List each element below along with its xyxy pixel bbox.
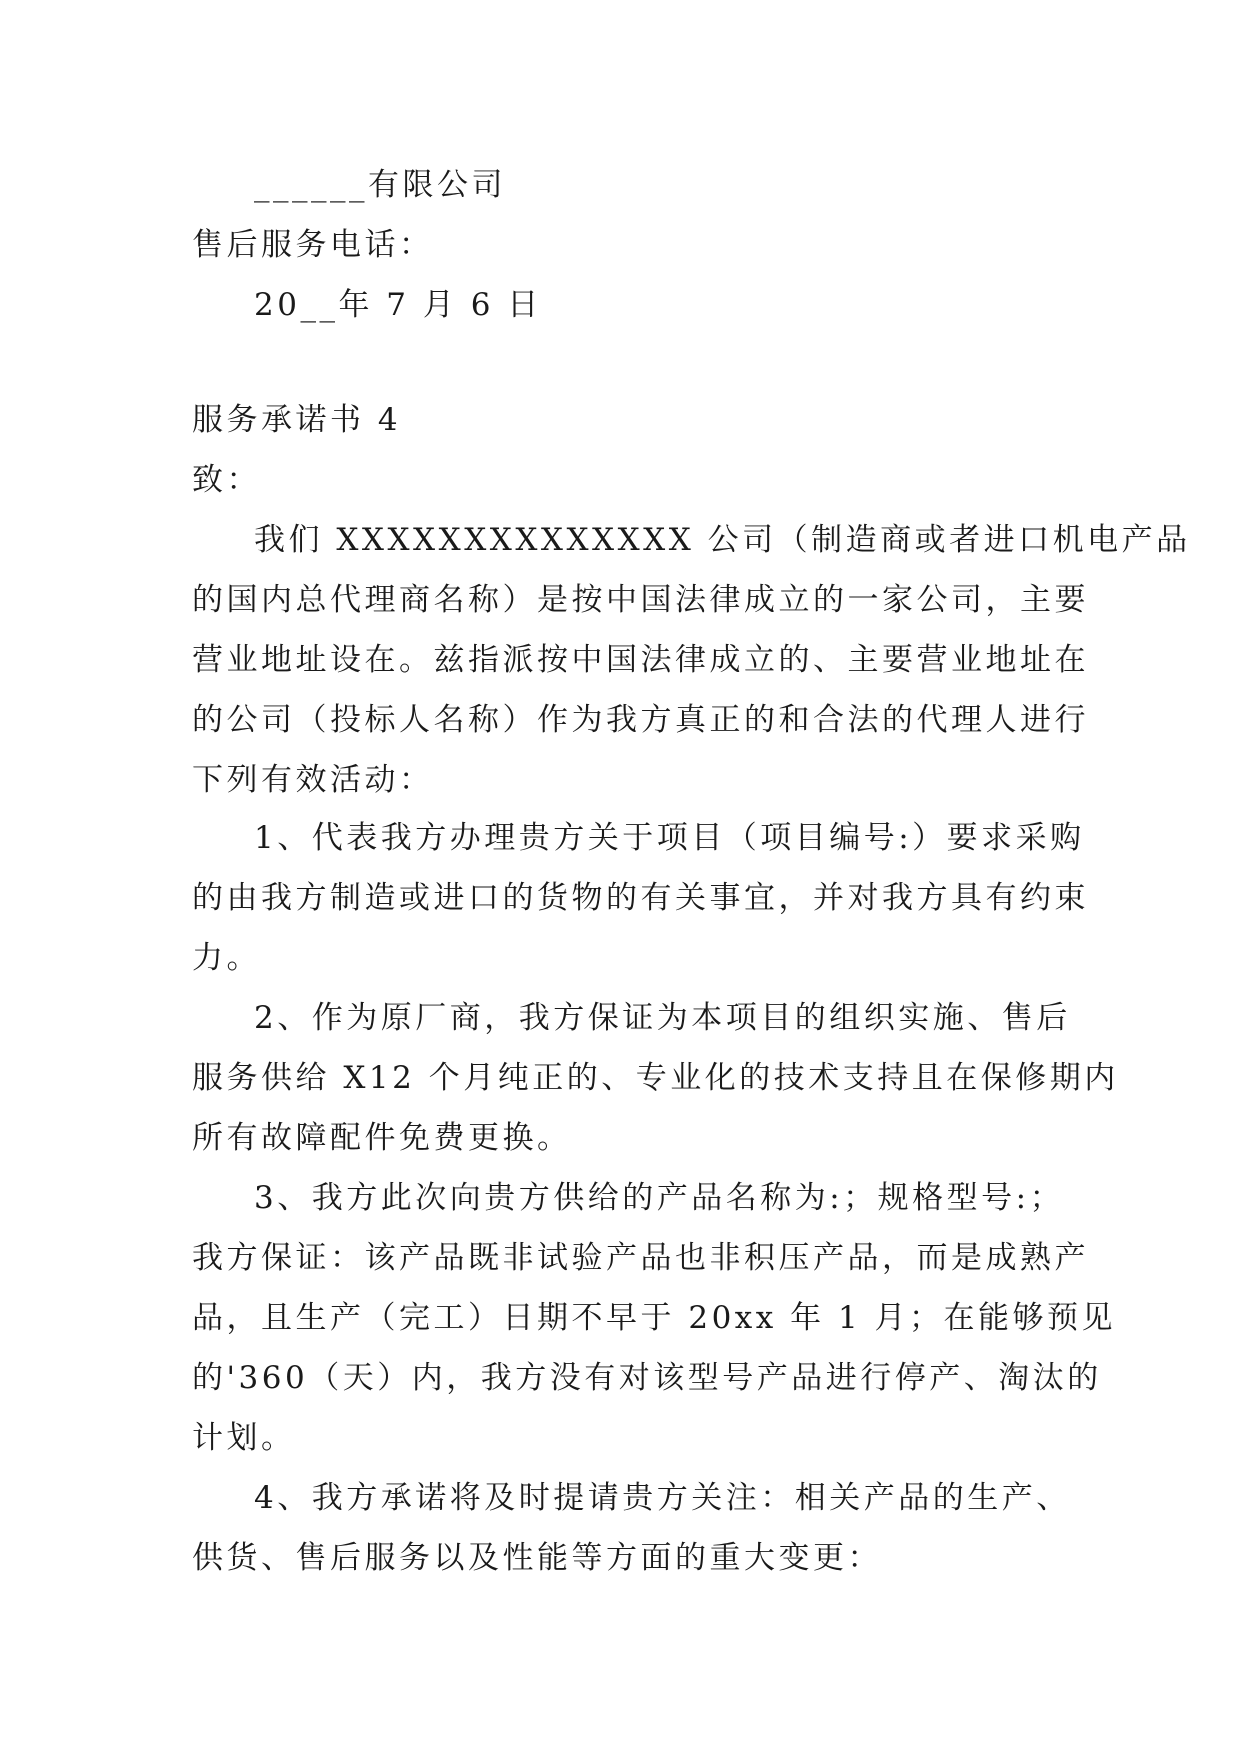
paragraph-line: 我们 XXXXXXXXXXXXXX 公司（制造商或者进口机电产品 <box>254 522 1191 558</box>
item-line: 的由我方制造或进口的货物的有关事宜，并对我方具有约束 <box>192 880 1089 916</box>
item-line: 1、代表我方办理贵方关于项目（项目编号:）要求采购 <box>254 820 1085 856</box>
signature-date: 20__年 7 月 6 日 <box>254 287 542 323</box>
section-title: 服务承诺书 4 <box>192 402 402 438</box>
item-line: 的'360（天）内，我方没有对该型号产品进行停产、淘汰的 <box>192 1360 1102 1396</box>
item-line: 3、我方此次向贵方供给的产品名称为:；规格型号:； <box>254 1180 1065 1216</box>
item-line: 服务供给 X12 个月纯正的、专业化的技术支持且在保修期内 <box>192 1060 1119 1096</box>
paragraph-line: 营业地址设在。兹指派按中国法律成立的、主要营业地址在 <box>192 642 1089 678</box>
paragraph-line: 下列有效活动： <box>192 762 434 798</box>
paragraph-line: 的国内总代理商名称）是按中国法律成立的一家公司，主要 <box>192 582 1089 618</box>
item-line: 品，且生产（完工）日期不早于 20xx 年 1 月；在能够预见 <box>192 1300 1117 1336</box>
item-line: 4、我方承诺将及时提请贵方关注：相关产品的生产、 <box>254 1480 1071 1516</box>
item-line: 供货、售后服务以及性能等方面的重大变更： <box>192 1540 882 1576</box>
salutation: 致： <box>192 462 261 498</box>
item-line: 力。 <box>192 940 261 976</box>
company-name-line: ______有限公司 <box>254 167 506 203</box>
paragraph-line: 的公司（投标人名称）作为我方真正的和合法的代理人进行 <box>192 702 1089 738</box>
item-line: 我方保证：该产品既非试验产品也非积压产品，而是成熟产 <box>192 1240 1089 1276</box>
item-line: 所有故障配件免费更换。 <box>192 1120 572 1156</box>
item-line: 2、作为原厂商，我方保证为本项目的组织实施、售后 <box>254 1000 1071 1036</box>
after-sales-phone-label: 售后服务电话： <box>192 227 434 263</box>
item-line: 计划。 <box>192 1420 296 1456</box>
